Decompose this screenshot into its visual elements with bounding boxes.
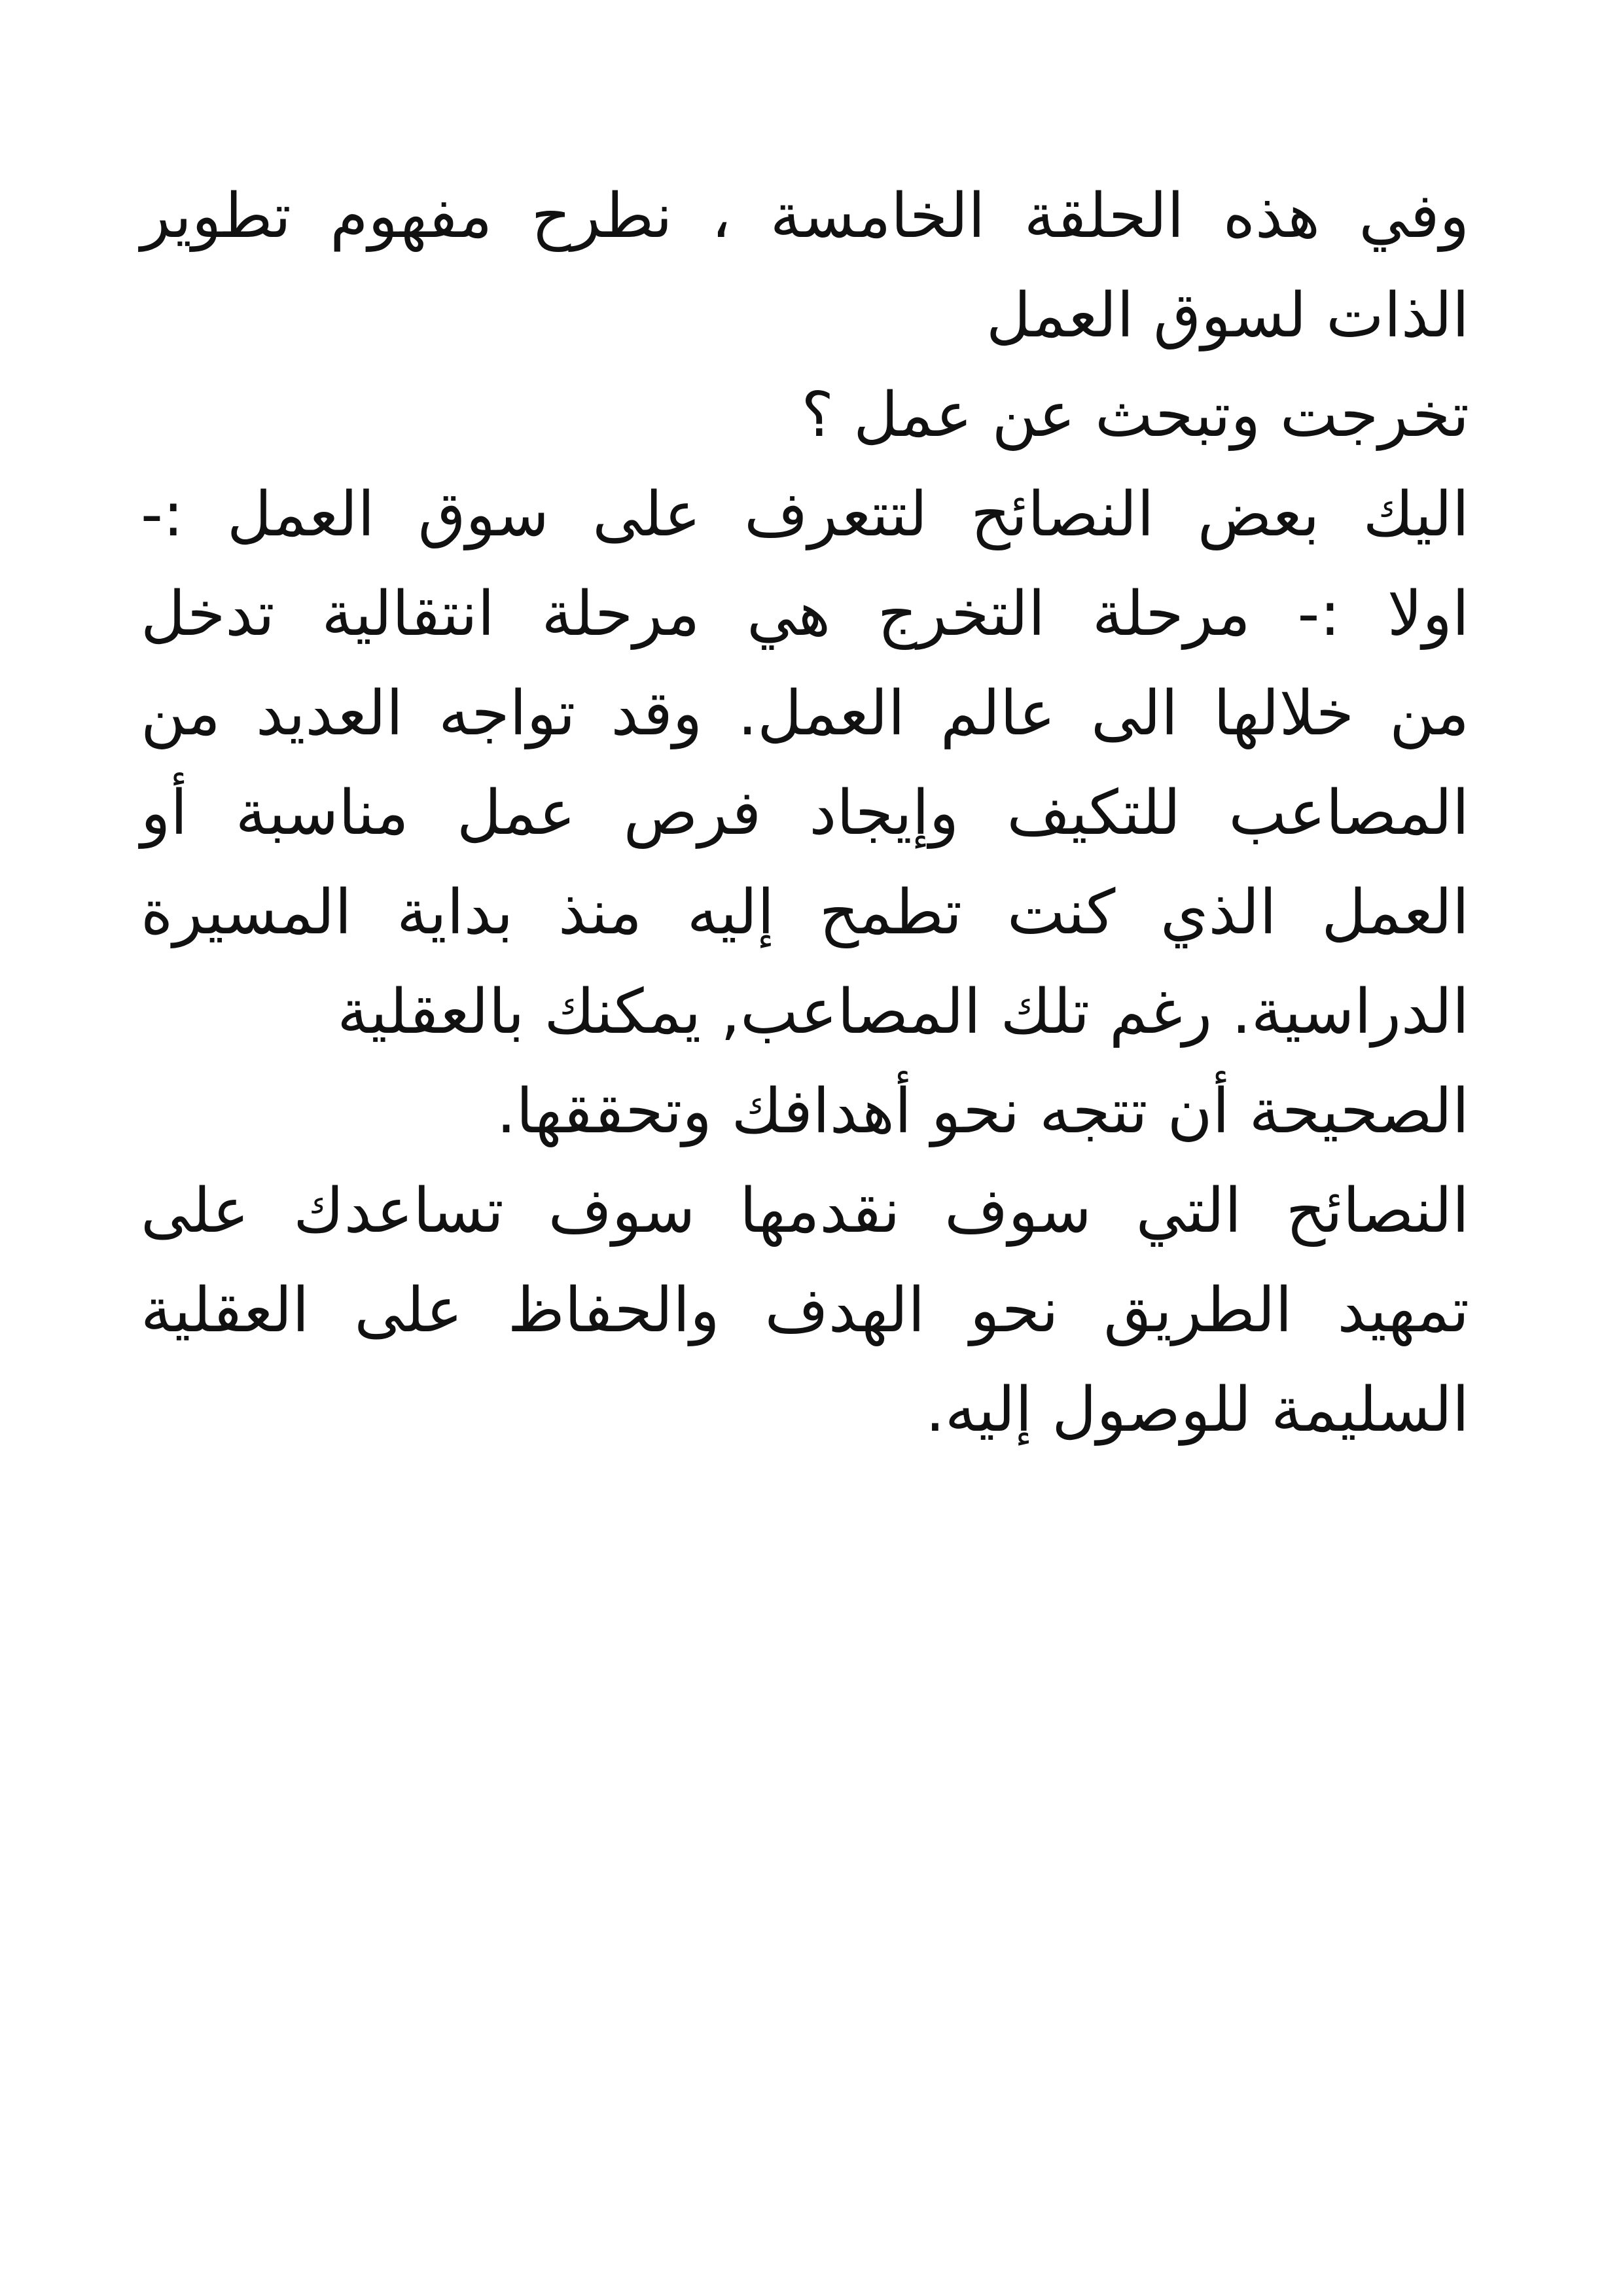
text-line: العمل الذي كنت تطمح إليه منذ بداية المسيرة <box>141 877 1469 948</box>
text-line: وفي هذه الحلقة الخامسة ، نطرح مفهوم تطوير <box>141 181 1469 252</box>
text-line: الذات لسوق العمل <box>986 280 1469 351</box>
text-line: الصحيحة أن تتجه نحو أهدافك وتحققها. <box>496 1076 1469 1147</box>
text-line: اولا :- مرحلة التخرج هي مرحلة انتقالية تدخل <box>141 579 1469 650</box>
text-line: تخرجت وتبحث عن عمل ؟ <box>801 380 1469 451</box>
text-line: الدراسية. رغم تلك المصاعب, يمكنك بالعقلية <box>337 977 1469 1048</box>
text-line: اليك بعض النصائح لتتعرف على سوق العمل :- <box>141 479 1469 550</box>
text-line: السليمة للوصول إليه. <box>925 1374 1469 1446</box>
text-line: تمهيد الطريق نحو الهدف والحفاظ على العقلية <box>141 1275 1469 1346</box>
text-line: النصائح التي سوف نقدمها سوف تساعدك على <box>141 1175 1469 1247</box>
text-line: المصاعب للتكيف وإيجاد فرص عمل مناسبة أو <box>141 778 1469 849</box>
document-body <box>141 167 1469 1460</box>
text-line: من خلالها الى عالم العمل. وقد تواجه العديد من <box>141 678 1469 749</box>
